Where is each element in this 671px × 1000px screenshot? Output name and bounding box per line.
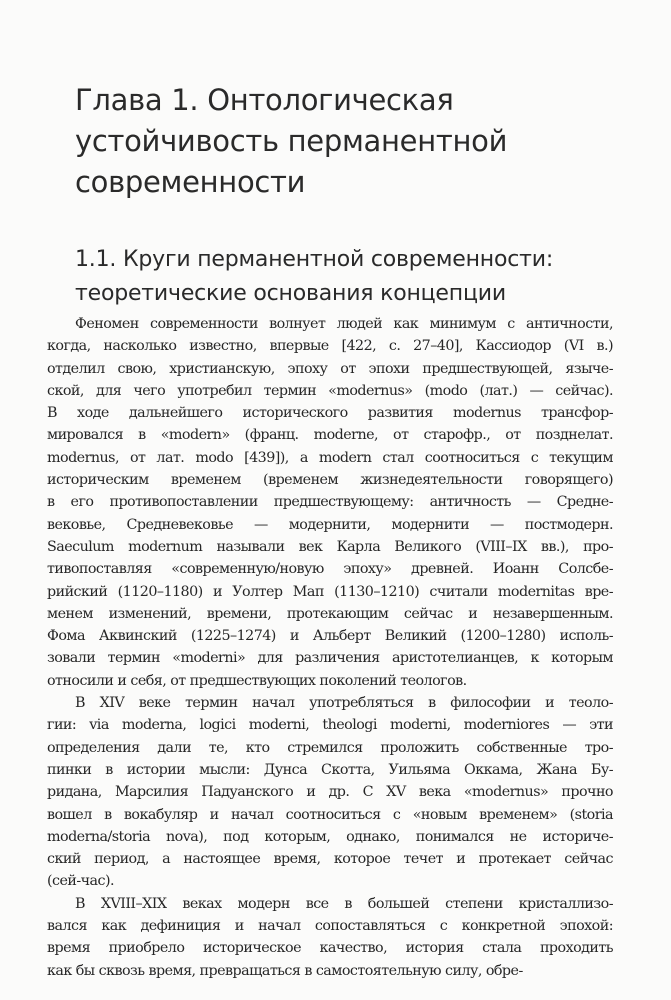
text-line: менем изменений, времени, протекающим сейчас и незавершенным. [47, 605, 613, 622]
text-line: рийский (1120–1180) и Уолтер Мап (1130–1210) считали modernitas вре- [47, 583, 613, 600]
paragraph [47, 692, 613, 893]
text-line: Феномен современности волнует людей как минимум с античности, [75, 316, 613, 332]
text-line: Фома Аквинский (1225–1274) и Альберт Великий (1200–1280) исполь- [47, 628, 613, 645]
text-line: В ходе дальнейшего исторического развития modernus трансфор- [47, 405, 613, 422]
section-title [75, 243, 635, 311]
paragraph [47, 313, 613, 692]
text-line: относили и себя, от предшествующих поколений теологов. [47, 672, 467, 689]
text-line: вался как дефиниция и начал сопоставляться с конкретной эпохой: [47, 918, 613, 935]
text-line: определения дали те, кто стремился проложить собственные тро- [47, 739, 613, 756]
text-line: как бы сквозь время, превращаться в самостоятельную силу, обре- [47, 962, 523, 979]
text-line: в его противопоставлении предшествующему: античность — Средне- [47, 494, 613, 511]
text-line: вошел в вокабуляр и начал соотноситься с «новым временем» (storia [47, 806, 613, 823]
chapter-title-line: Глава 1. Онтологическая [75, 83, 454, 117]
text-line: вековье, Средневековье — модернити, модернити — постмодерн. [47, 516, 613, 533]
section-title-line: теоретические основания концепции [75, 281, 506, 306]
text-line: тивопоставляя «современную/новую эпоху» древней. Иоанн Солсбе- [47, 561, 613, 578]
text-line: В XIV веке термин начал употребляться в философии и теоло- [75, 695, 613, 712]
text-line: ридана, Марсилия Падуанского и др. С XV века «modernus» прочно [47, 784, 613, 801]
body-text [47, 313, 613, 982]
chapter-title-line: устойчивость перманентной [75, 124, 508, 158]
text-line: ский период, а настоящее время, которое течет и протекает сейчас [47, 851, 613, 868]
text-line: время приобрело историческое качество, история стала проходить [47, 940, 613, 957]
chapter-title [75, 80, 635, 203]
text-line: историческим временем (временем жизнедеятельности говорящего) [47, 472, 613, 489]
chapter-title-line: современности [75, 165, 306, 199]
text-line: когда, насколько известно, впервые [422, с. 27–40], Кассиодор (VI в.) [47, 338, 613, 355]
text-line: отделил свою, христианскую, эпоху от эпохи предшествующей, языче- [47, 360, 613, 377]
text-line: moderna/storia nova), под которым, однако, понимался не историче- [47, 828, 613, 845]
text-line: modernus, от лат. modo [439]), а modern стал соотноситься с текущим [47, 449, 613, 466]
text-line: гии: via moderna, logici moderni, theologi moderni, moderniores — эти [47, 717, 613, 734]
text-line: мировался в «modern» (франц. moderne, от старофр., от позднелат. [47, 427, 613, 444]
text-line: зовали термин «moderni» для различения аристотелианцев, к которым [47, 650, 613, 667]
text-line: В XVIII–XIX веках модерн все в большей степени кристаллизо- [75, 895, 613, 912]
text-line: Saeculum modernum называли век Карла Великого (VIII–IX вв.), про- [47, 538, 613, 555]
text-line: пинки в истории мысли: Дунса Скотта, Уильяма Оккама, Жана Бу- [47, 761, 613, 778]
text-line: ской, для чего употребил термин «modernus» (modo (лат.) — сейчас). [47, 382, 613, 399]
paragraph [47, 893, 613, 982]
text-line: (сей-час). [47, 873, 115, 890]
section-title-line: 1.1. Круги перманентной современности: [75, 247, 554, 272]
